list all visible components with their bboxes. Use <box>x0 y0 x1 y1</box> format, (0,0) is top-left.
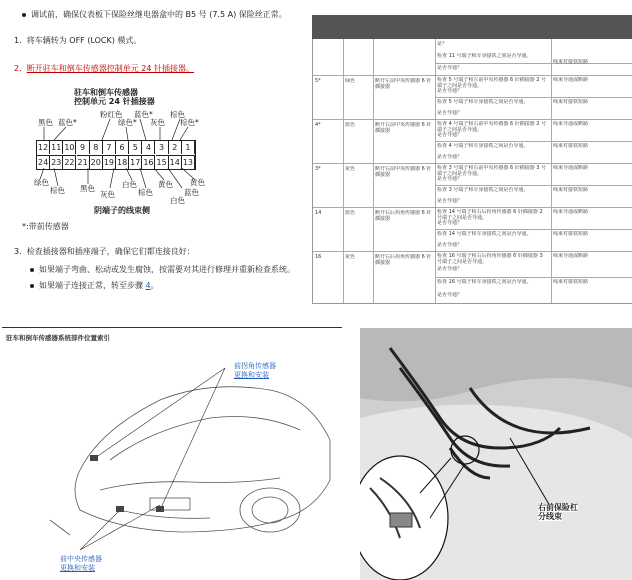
diagram-title-1: 驻车和倒车传感器 <box>74 88 138 97</box>
table-cell-check: 检查 16 号端子和车身接铁之间是否导通。 <box>437 279 532 285</box>
step-2-number: 2. <box>14 64 22 73</box>
pin-label: 黑色 <box>80 184 95 193</box>
table-col-divider <box>551 39 552 303</box>
pin-13: 13 <box>182 155 195 169</box>
pin-21: 21 <box>77 155 90 169</box>
pin-19: 19 <box>103 155 116 169</box>
pin-label: 粉红色 <box>100 110 123 119</box>
step-2 <box>14 64 194 74</box>
table-subrow-divider <box>435 141 632 142</box>
step-1-number: 1. <box>14 36 22 45</box>
pin-5: 5 <box>129 141 142 154</box>
pin-label: 绿色* <box>118 118 137 127</box>
pin-17: 17 <box>129 155 142 169</box>
table-cell-description: 断开右前中央传感器 6 针插接器 <box>375 122 432 134</box>
table-cell-pin: 4* <box>315 122 321 128</box>
table-cell-color: 蓝色 <box>345 122 356 128</box>
table-cell-check: 是否导通？ <box>437 132 463 138</box>
table-cell-color: 绿色 <box>345 78 356 84</box>
table-cell-check: 是否导通？ <box>437 65 463 71</box>
table-cell-color: 灰色 <box>345 166 356 172</box>
pin-label: 黄色 <box>158 180 173 189</box>
diagram-caption: 阴端子的线束侧 <box>94 206 150 215</box>
table-col-divider <box>343 39 344 303</box>
bullet-2-suffix: 。 <box>150 281 159 290</box>
table-cell-color: 蓝色 <box>345 210 356 216</box>
pin-10: 10 <box>64 143 75 152</box>
pin-22: 22 <box>63 155 76 169</box>
table-cell-check: 是？ <box>437 41 448 47</box>
pin-label: 灰色 <box>150 118 165 127</box>
engine-bay-photo <box>360 328 632 580</box>
pin-label: 棕色 <box>170 110 185 119</box>
pin-11: 11 <box>51 143 62 152</box>
section-divider <box>2 327 342 328</box>
pin-label: 蓝色* <box>58 118 77 127</box>
label-leaders-top <box>30 110 210 142</box>
pin-14: 14 <box>169 155 182 169</box>
table-cell-check: 是否导通？ <box>437 176 463 182</box>
table-row-divider <box>313 119 632 120</box>
table-cell-result: 线束对接铁短路 <box>553 187 589 193</box>
step-4-link[interactable]: 4 <box>145 281 151 290</box>
label-leaders-bottom <box>30 168 210 188</box>
table-cell-pin: 3* <box>315 166 321 172</box>
table-cell-description: 断开右后拐角传感器 6 针插接器 <box>375 254 432 266</box>
table-cell-result: 线束对接铁短路 <box>553 231 589 237</box>
pin-label: 绿色 <box>34 178 49 187</box>
bullet-dot <box>30 268 34 272</box>
table-cell-check: 检查 16 号端子和右后拐角传感器 6 针插接器 3 号端子之间是否导通。 <box>437 253 543 265</box>
pin-label: 黄色 <box>190 178 205 187</box>
step-3-number: 3. <box>14 247 22 256</box>
table-cell-result: 线束导通或断路 <box>553 165 589 171</box>
harness-label-2: 分线束 <box>538 512 562 521</box>
car-outline-drawing <box>40 360 340 550</box>
table-cell-check: 是否导通？ <box>437 110 463 116</box>
footnote: *:带前传感器 <box>22 222 69 231</box>
pin-label: 蓝色 <box>184 188 199 197</box>
diagnostic-table <box>312 39 632 304</box>
pin-7: 7 <box>103 141 116 154</box>
pin-12: 12 <box>37 143 49 152</box>
step-3-text: 检查插接器和插座端子，确保它们都连接良好： <box>26 247 195 256</box>
table-cell-result: 线束导通或断路 <box>553 77 589 83</box>
table-subrow-divider <box>435 185 632 186</box>
table-cell-check: 检查 5 号端子和车身接铁之间是否导通。 <box>437 99 529 105</box>
table-col-divider <box>373 39 374 303</box>
table-cell-description: 断开右后拐角传感器 6 针插接器 <box>375 210 432 222</box>
pin-label: 黑色 <box>38 118 53 127</box>
pin-1: 1 <box>182 141 195 154</box>
pin-label: 蓝色* <box>134 110 153 119</box>
diagram-title-2: 控制单元 24 针插接器 <box>74 97 155 106</box>
table-cell-result: 线束对接铁短路 <box>553 99 589 105</box>
pin-9: 9 <box>77 141 90 154</box>
table-cell-pin: 16 <box>315 254 322 260</box>
pin-23: 23 <box>50 155 63 169</box>
pin-label: 灰色 <box>100 190 115 199</box>
table-row-divider <box>313 75 632 76</box>
pin-4: 4 <box>142 141 155 154</box>
section-title: 驻车和倒车传感器系统部件位置索引 <box>6 334 110 342</box>
pin-2: 2 <box>169 141 182 154</box>
table-cell-result: 线束导通或断路 <box>553 209 589 215</box>
step-0 <box>22 10 287 20</box>
front-corner-sensor-label: 前拐角传感器 <box>234 362 276 370</box>
pin-15: 15 <box>156 155 169 169</box>
bullet-2-text: 如果端子连接正常，转至步骤 <box>39 281 143 290</box>
pin-6: 6 <box>116 141 129 154</box>
table-cell-check: 是否导通？ <box>437 88 463 94</box>
table-header-bar <box>312 15 632 39</box>
step-1-text: 将车辆转为 OFF (LOCK) 模式。 <box>26 36 142 45</box>
table-cell-check: 是否导通？ <box>437 198 463 204</box>
front-corner-sensor-link[interactable]: 更换和安装 <box>234 371 269 379</box>
bullet-1 <box>30 265 295 275</box>
table-cell-check: 是否导通？ <box>437 242 463 248</box>
table-cell-result: 线束对接铁短路 <box>553 143 589 149</box>
table-subrow-divider <box>435 229 632 230</box>
pin-label: 白色 <box>170 196 185 205</box>
table-cell-check: 检查 11 号端子和车身接铁之间是否导通。 <box>437 53 532 59</box>
table-cell-check: 检查 14 号端子和车身接铁之间是否导通。 <box>437 231 532 237</box>
table-cell-check: 检查 3 号端子和右前中央传感器 6 针插接器 3 号端子之间是否导通。 <box>437 165 547 177</box>
pin-label: 白色 <box>122 180 137 189</box>
bullet-2 <box>30 281 159 291</box>
connector-24pin <box>36 140 196 170</box>
table-cell-result: 线束导通或断路 <box>553 121 589 127</box>
bullet-1-text: 如果端子弯曲、松动或发生腐蚀，按需要对其进行修理并重新检查系统。 <box>39 265 295 274</box>
table-cell-check: 是否导通？ <box>437 292 463 298</box>
table-cell-color: 灰色 <box>345 254 356 260</box>
pin-label: 棕色* <box>180 118 199 127</box>
table-cell-check: 是否导通？ <box>437 266 463 272</box>
pin-label: 棕色 <box>50 186 65 195</box>
table-row-divider <box>313 163 632 164</box>
table-cell-check: 检查 14 号端子和右后拐角传感器 6 针插接器 2 号端子之间是否导通。 <box>437 209 543 221</box>
table-subrow-divider <box>435 277 632 278</box>
table-cell-check: 检查 4 号端子和车身接铁之间是否导通。 <box>437 143 529 149</box>
table-cell-description: 断开右前中央传感器 6 针插接器 <box>375 166 432 178</box>
table-cell-check: 是否导通？ <box>437 220 463 226</box>
step-1 <box>14 36 141 46</box>
pin-label: 棕色 <box>138 188 153 197</box>
engine-bay-illustration <box>360 328 632 580</box>
table-cell-check: 是否导通？ <box>437 154 463 160</box>
bullet-dot <box>22 13 26 17</box>
harness-label-1: 右前保险杠 <box>538 503 578 512</box>
table-cell-pin: 5* <box>315 78 321 84</box>
step-3 <box>14 247 195 257</box>
step-2-link[interactable]: 断开驻车和倒车传感器控制单元 24 针插接器。 <box>26 64 194 73</box>
table-cell-description: 断开左前中央传感器 6 针插接器 <box>375 78 432 90</box>
table-cell-result: 线束对接铁短路 <box>553 279 589 285</box>
step-0-text: 调试前，确保仪表板下保险丝继电器盒中的 B5 号 (7.5 A) 保险丝正常。 <box>31 10 287 19</box>
table-cell-check: 检查 3 号端子和车身接铁之间是否导通。 <box>437 187 529 193</box>
table-row-divider <box>313 207 632 208</box>
pin-3: 3 <box>156 141 169 154</box>
table-cell-result: 线束对接铁短路 <box>553 59 589 65</box>
front-center-sensor-link[interactable]: 更换和安装 <box>60 564 95 572</box>
table-cell-check: 检查 5 号端子和左前中央传感器 6 针插接器 2 号端子之间是否导通。 <box>437 77 547 89</box>
pin-24: 24 <box>37 155 50 169</box>
bullet-dot <box>30 284 34 288</box>
table-col-divider <box>435 39 436 303</box>
table-cell-check: 检查 4 号端子和右前中央传感器 6 针插接器 2 号端子之间是否导通。 <box>437 121 547 133</box>
pin-20: 20 <box>90 155 103 169</box>
table-row-divider <box>313 251 632 252</box>
table-cell-result: 线束导通或断路 <box>553 253 589 259</box>
front-center-sensor-label: 前中央传感器 <box>60 555 102 563</box>
pin-18: 18 <box>116 155 129 169</box>
table-cell-pin: 14 <box>315 210 322 216</box>
pin-16: 16 <box>142 155 155 169</box>
table-subrow-divider <box>435 97 632 98</box>
pin-8: 8 <box>90 141 103 154</box>
